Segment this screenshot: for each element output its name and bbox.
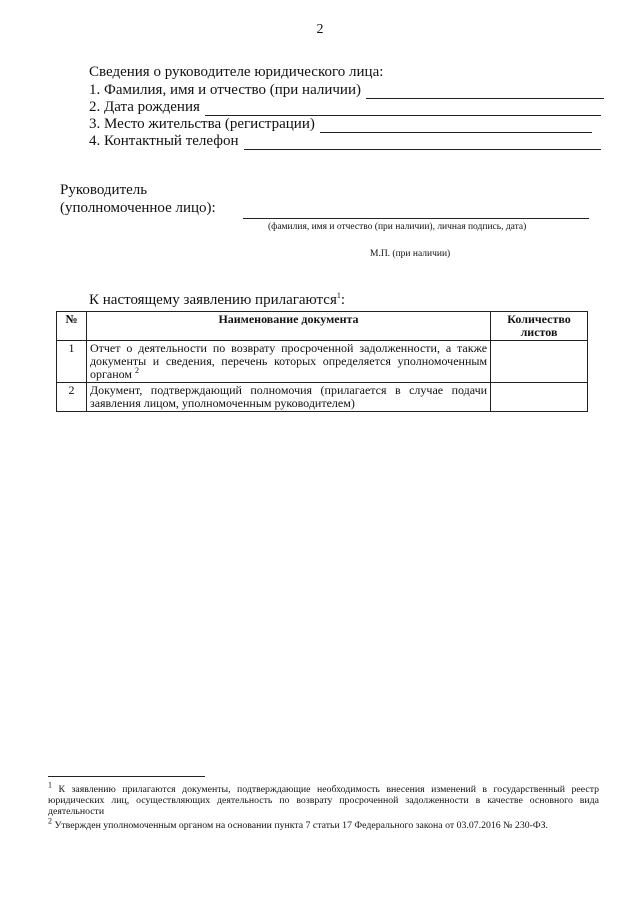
field-phone [89,133,601,150]
footnote-2-mark: 2 [48,816,52,826]
field-birth-date-blank[interactable] [205,101,601,116]
row-number: 2 [57,383,87,412]
table-header-row [57,312,588,341]
col-header-doc-name: Наименование документа [86,312,490,341]
footnote-1 [48,780,600,817]
signature-caption: (фамилия, имя и отчество (при наличии), личная подпись, дата) [268,222,527,232]
footnote-1-text: К заявлению прилагаются документы, подтверждающие необходимость внесения изменений в государственный реестр юридических лиц, осуществляющих деятельность по возврату просроченной задолженности в качестве основного вида деятельности [48,784,600,817]
signatory-label-line2: (уполномоченное лицо): [60,200,216,216]
field-phone-label: 4. Контактный телефон [89,133,239,149]
field-birth-date-label: 2. Дата рождения [89,99,200,115]
field-full-name [89,82,604,99]
col-header-sheets: Количество листов [491,312,588,341]
field-full-name-label: 1. Фамилия, имя и отчество (при наличии) [89,82,361,98]
table-row [57,383,588,412]
row-doc-name: Документ, подтверждающий полномочия (прилагается в случае подачи заявления лицом, уполномоченным руководителем) [86,383,490,412]
field-residence-label: 3. Место жительства (регистрации) [89,116,315,132]
signature-line[interactable] [243,218,589,219]
footnote-1-mark: 1 [48,780,52,790]
field-residence [89,116,592,133]
attachments-heading [89,292,345,309]
attachments-heading-text: К настоящему заявлению прилагаются [89,292,337,308]
row-sheets-cell[interactable] [491,383,588,412]
field-phone-blank[interactable] [244,135,601,150]
footnote-separator [48,776,205,777]
row-sheets-cell[interactable] [491,341,588,383]
attachments-table [56,311,588,412]
row-number: 1 [57,341,87,383]
field-full-name-blank[interactable] [366,84,604,99]
row-doc-name-text: Отчет о деятельности по возврату просроченной задолженности, а также документы и сведения, перечень которых определяется уполномоченным органом [89,341,488,381]
page-number: 2 [316,22,324,37]
leader-section-title: Сведения о руководителе юридического лица: [89,64,384,80]
attachments-heading-colon: : [340,292,346,308]
footnote-2 [48,816,599,831]
field-residence-blank[interactable] [320,118,592,133]
row-doc-name [86,341,490,383]
attachments-heading-footnote-mark: 1 [336,291,341,300]
footnote-2-text: Утвержден уполномоченным органом на основании пункта 7 статьи 17 Федерального закона от 03.07.2016 № 230-ФЗ. [54,820,548,831]
stamp-label: М.П. (при наличии) [370,249,451,259]
signatory-label-line1: Руководитель [60,182,148,198]
field-birth-date [89,99,601,116]
col-header-number: № [57,312,87,341]
row-doc-footnote-mark: 2 [135,366,139,375]
table-row [57,341,588,383]
